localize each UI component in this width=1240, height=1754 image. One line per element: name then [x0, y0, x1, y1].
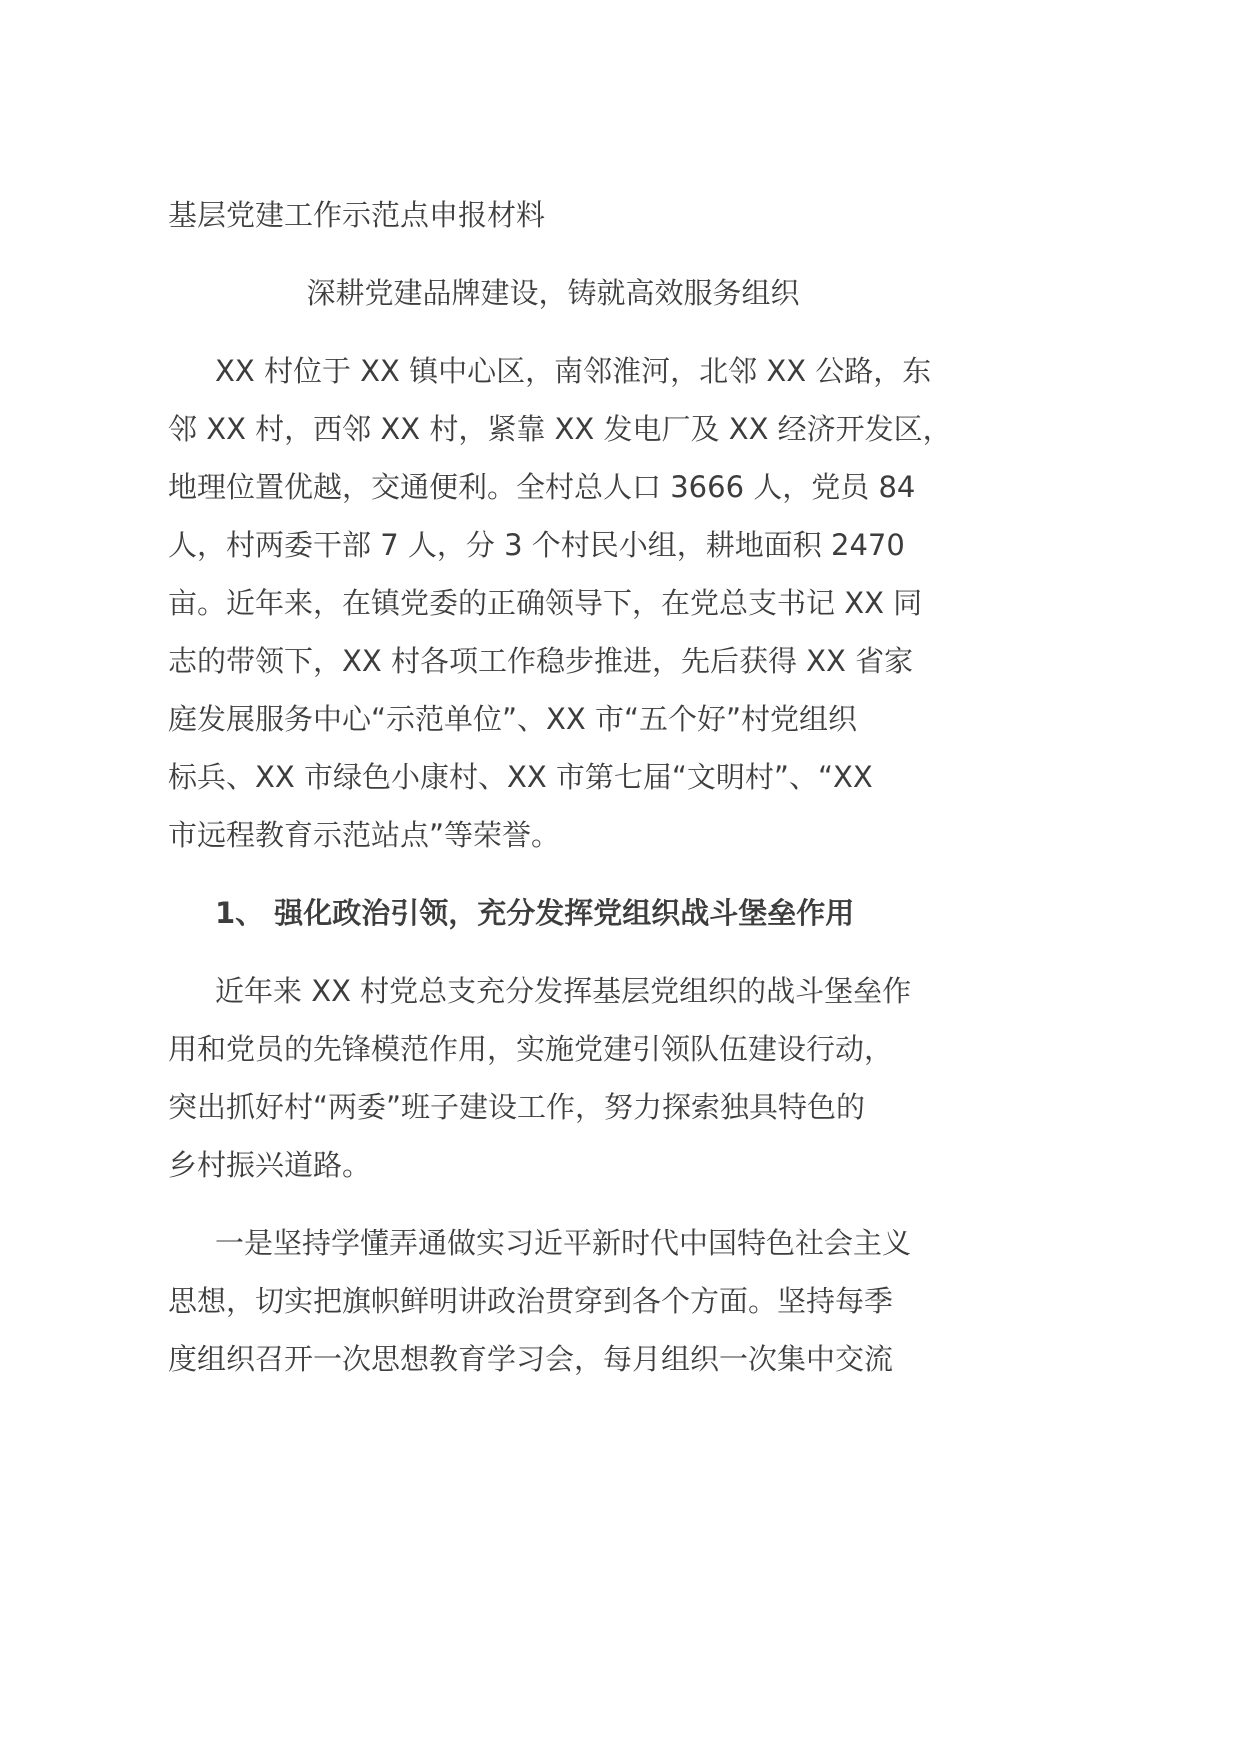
paragraph-line: 庭发展服务中心“示范单位”、XX 市“五个好”村党组织	[168, 702, 858, 736]
paragraph-line: 人，村两委干部 7 人，分 3 个村民小组，耕地面积 2470	[168, 528, 905, 562]
paragraph-line: 邻 XX 村，西邻 XX 村，紧靠 XX 发电厂及 XX 经济开发区，	[168, 412, 952, 446]
paragraph-line: XX 村位于 XX 镇中心区，南邻淮河，北邻 XX 公路，东	[215, 354, 932, 388]
heading-text: 1、 强化政治引领，充分发挥党组织战斗堡垒作用	[215, 896, 855, 930]
paragraph-line: 用和党员的先锋模范作用，实施党建引领队伍建设行动，	[168, 1032, 894, 1066]
paragraph-line: 地理位置优越，交通便利。全村总人口 3666 人，党员 84	[168, 470, 916, 504]
paragraph-line: 近年来 XX 村党总支充分发挥基层党组织的战斗堡垒作	[215, 974, 912, 1008]
paragraph-intro	[168, 342, 952, 864]
title-text: 基层党建工作示范点申报材料	[168, 198, 546, 232]
paragraph-point-one	[168, 1214, 938, 1388]
subtitle-text: 深耕党建品牌建设，铸就高效服务组织	[306, 276, 800, 310]
paragraph-line: 志的带领下，XX 村各项工作稳步推进，先后获得 XX 省家	[168, 644, 914, 678]
document-subtitle	[168, 264, 938, 322]
paragraph-line: 突出抓好村“两委”班子建设工作，努力探索独具特色的	[168, 1090, 866, 1124]
paragraph-line: 思想，切实把旗帜鲜明讲政治贯穿到各个方面。坚持每季	[168, 1284, 894, 1318]
paragraph-section1	[168, 962, 938, 1194]
document-title	[168, 186, 938, 244]
paragraph-line: 市远程教育示范站点”等荣誉。	[168, 818, 561, 852]
paragraph-line: 标兵、XX 市绿色小康村、XX 市第七届“文明村”、“XX	[168, 760, 873, 794]
document-page	[168, 186, 952, 1408]
paragraph-line: 度组织召开一次思想教育学习会，每月组织一次集中交流	[168, 1342, 894, 1376]
section-heading-1	[168, 884, 938, 942]
paragraph-line: 亩。近年来，在镇党委的正确领导下，在党总支书记 XX 同	[168, 586, 923, 620]
paragraph-line: 乡村振兴道路。	[168, 1148, 372, 1182]
paragraph-line: 一是坚持学懂弄通做实习近平新时代中国特色社会主义	[215, 1226, 912, 1260]
